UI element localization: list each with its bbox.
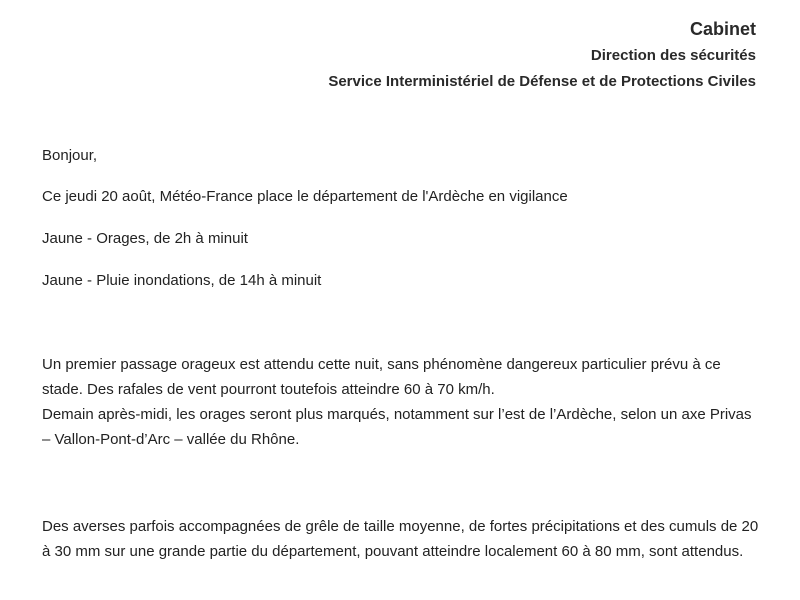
alert-pluie-text: Jaune - Pluie inondations, de 14h à minuit — [42, 272, 322, 289]
header-cabinet: Cabinet — [689, 19, 756, 39]
alert-orages-paragraph — [42, 226, 762, 251]
forecast-text-1a: Un premier passage orageux est attendu cette nuit, sans phénomène dangereux particulier prévu à ce stade. Des rafales de vent pourront toutefois atteindre 60 à 70 km/h. — [42, 356, 721, 398]
forecast-text-2: Des averses parfois accompagnées de grêle de taille moyenne, de fortes précipitations et des cumuls de 20 à 30 mm sur une grande partie du département, pouvant atteindre localement 60 à 80 mm, sont attendus. — [42, 518, 759, 560]
forecast-paragraph-1 — [42, 352, 762, 452]
alert-orages-text: Jaune - Orages, de 2h à minuit — [42, 230, 248, 247]
forecast-paragraph-2 — [42, 514, 762, 564]
letterhead — [328, 18, 756, 92]
header-service: Service Interministériel de Défense et de Protections Civiles — [328, 73, 756, 90]
intro-text: Ce jeudi 20 août, Météo-France place le département de l'Ardèche en vigilance — [42, 188, 568, 205]
alert-pluie-paragraph — [42, 268, 762, 293]
forecast-text-1b: Demain après-midi, les orages seront plus marqués, notamment sur l’est de l’Ardèche, selon un axe Privas – Vallon-Pont-d’Arc – vallée du Rhône. — [42, 406, 752, 448]
greeting-paragraph — [42, 143, 762, 168]
greeting-text: Bonjour, — [42, 147, 98, 164]
header-direction: Direction des sécurités — [590, 47, 756, 64]
intro-paragraph — [42, 184, 762, 209]
